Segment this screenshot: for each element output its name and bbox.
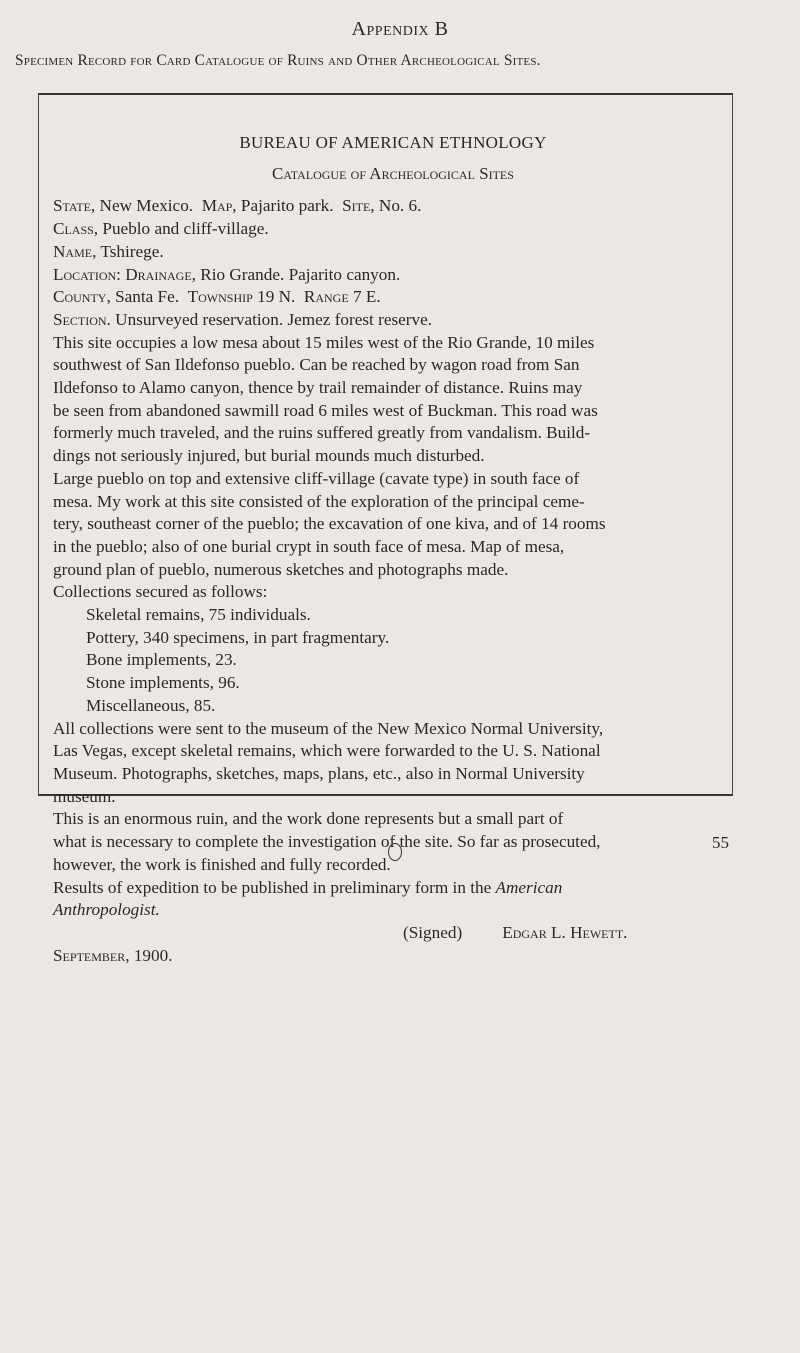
binding-hole-icon [388,843,402,861]
text-line: All collections were sent to the museum of the New Mexico Normal University, [53,718,604,738]
county-label: County, [53,287,111,307]
county-line [53,286,733,309]
text-line: southwest of San Ildefonso pueblo. Can be reached by wagon road from San [53,355,580,375]
text-line: be seen from abandoned sawmill road 6 miles west of Buckman. This road was [53,400,598,420]
collection-item: Pottery, 340 specimens, in part fragmentary. [86,627,390,647]
text-line: tery, southeast corner of the pueblo; the excavation of one kiva, and of 14 rooms [53,514,606,534]
paragraph-site-description [53,332,733,468]
location-label: Location: [53,264,121,284]
journal-name-cont: Anthropologist. [53,900,160,920]
collection-item: Stone implements, 96. [86,673,240,693]
section-value: Unsurveyed reservation. Jemez forest reserve. [115,309,433,329]
range-value: 7 E. [352,287,381,307]
collection-item: Skeletal remains, 75 individuals. [86,605,311,625]
bureau-title: BUREAU OF AMERICAN ETHNOLOGY [239,133,547,152]
drainage-value: Rio Grande. Pajarito canyon. [200,264,401,284]
text-line: Large pueblo on top and extensive cliff-village (cavate type) in south face of [53,468,580,488]
publication-line-2 [53,899,733,922]
text-line: ground plan of pueblo, numerous sketches and photographs made. [53,559,509,579]
catalogue-title: Catalogue of Archeological Sites [272,163,514,183]
county-value: Santa Fe. [115,287,180,307]
text-line: mesa. My work at this site consisted of the exploration of the principal ceme- [53,491,585,511]
name-value: Tshirege. [100,241,164,261]
location-line [53,264,733,287]
collections-list [53,604,733,718]
township-value: 19 N. [257,287,296,307]
paragraph-disposition [53,718,733,809]
drainage-label: Drainage, [125,264,196,284]
map-label: Map, [201,196,237,216]
state-line [53,195,733,218]
township-label: Township [187,287,253,307]
site-label: Site, [342,196,375,216]
signed-label: (Signed) [403,922,463,942]
page-number: 55 [712,833,729,852]
state-label: State, [53,196,96,216]
text-line: dings not seriously injured, but burial mounds much disturbed. [53,446,485,466]
class-value: Pueblo and cliff-village. [102,219,269,239]
class-line [53,218,733,241]
site-value: No. 6. [378,196,422,216]
text-line: in the pueblo; also of one burial crypt in south face of mesa. Map of mesa, [53,536,565,556]
signer-name: Edgar L. Hewett. [502,922,628,942]
name-label: Name, [53,241,97,261]
card-content [53,132,733,967]
collection-item: Miscellaneous, 85. [86,695,216,715]
state-value: New Mexico. [99,196,194,216]
publication-text: Results of expedition to be published in preliminary form in the [53,877,492,897]
signature-row [53,922,733,945]
text-line: Museum. Photographs, sketches, maps, plans, etc., also in Normal University [53,763,585,783]
range-label: Range [303,287,349,307]
text-line: however, the work is finished and fully recorded. [53,854,391,874]
publication-line [53,877,733,900]
paragraph-work-done [53,468,733,582]
appendix-heading: Appendix B [351,18,449,40]
collections-heading: Collections secured as follows: [53,582,268,602]
section-label: Section. [53,309,111,329]
journal-name: American [495,877,563,897]
section-line [53,309,733,332]
record-date: September, 1900. [53,945,173,965]
page-subtitle: Specimen Record for Card Catalogue of Ruins and Other Archeological Sites. [15,52,541,69]
text-line: Las Vegas, except skeletal remains, which were forwarded to the U. S. National [53,741,601,761]
text-line: This is an enormous ruin, and the work done represents but a small part of [53,809,564,829]
text-line: formerly much traveled, and the ruins suffered greatly from vandalism. Build- [53,423,591,443]
class-label: Class, [53,219,99,239]
text-line: Ildefonso to Alamo canyon, thence by trail remainder of distance. Ruins may [53,378,583,398]
map-value: Pajarito park. [240,196,334,216]
text-line: museum. [53,786,116,806]
collection-item: Bone implements, 23. [86,650,237,670]
text-line: what is necessary to complete the investigation of the site. So far as prosecuted, [53,832,601,852]
text-line: This site occupies a low mesa about 15 miles west of the Rio Grande, 10 miles [53,332,595,352]
name-line [53,241,733,264]
